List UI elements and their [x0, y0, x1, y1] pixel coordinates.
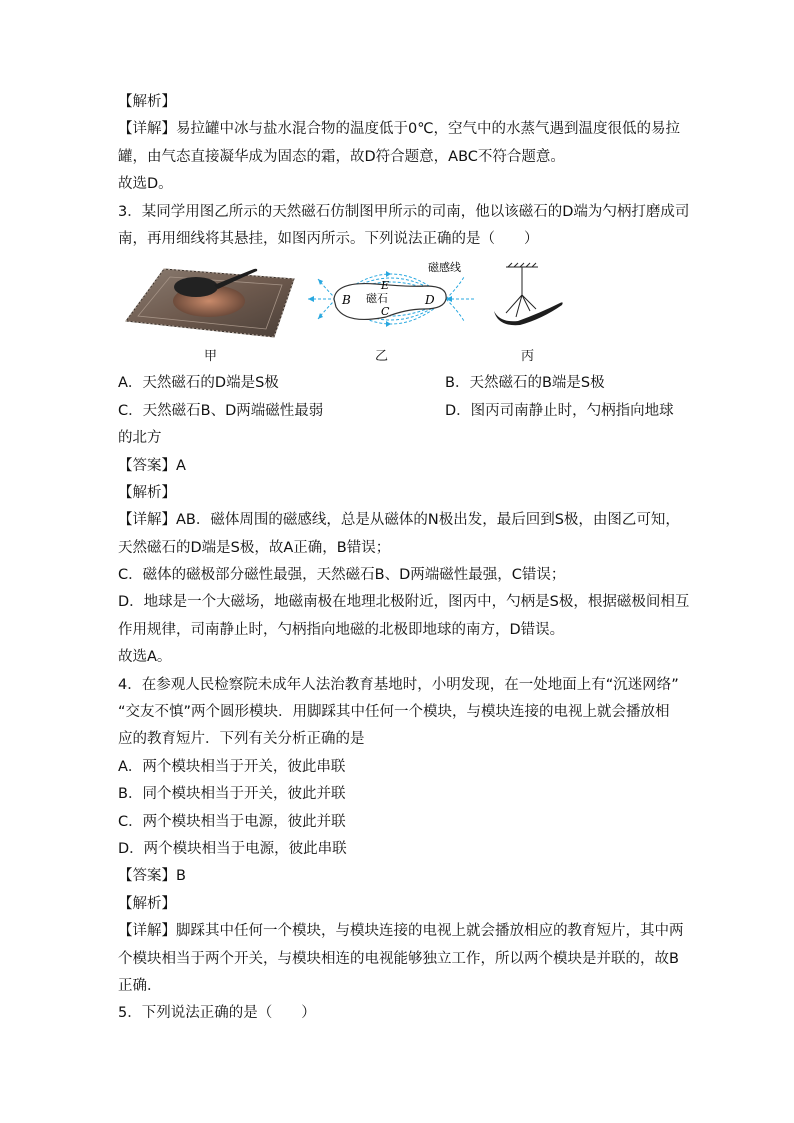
option-d: D．两个模块相当于电源，彼此串联 [118, 840, 347, 857]
detail-text: 个模块相当于两个开关，与模块相连的电视能够独立工作，所以两个模块是并联的，故B [118, 950, 679, 967]
option-a: A．两个模块相当于开关，彼此串联 [118, 758, 346, 775]
conclusion-text: 故选D。 [118, 176, 173, 193]
option-d-continued: 的北方 [118, 430, 162, 447]
detail-text: 作用规律，司南静止时，勺柄指向地磁的北极即地球的南方，D错误。 [118, 621, 565, 638]
question-3-stem: 南，再用细线将其悬挂，如图丙所示。下列说法正确的是（ ） [118, 230, 539, 247]
options-row [118, 398, 680, 425]
question-4-stem: 应的教育短片．下列有关分析正确的是 [118, 731, 365, 748]
magnet-label: 磁石 [366, 292, 388, 306]
conclusion-text: 故选A。 [118, 649, 172, 666]
option-d: D．图丙司南静止时，勺柄指向地球 [445, 402, 674, 419]
option-c: C．两个模块相当于电源，彼此并联 [118, 813, 346, 830]
detail-text: 正确． [118, 977, 162, 994]
option-b: B．天然磁石的B端是S极 [445, 375, 605, 392]
option-c: C．天然磁石B、D两端磁性最弱 [118, 402, 324, 419]
detail-text: 罐，由气态直接凝华成为固态的霜，故D符合题意，ABC不符合题意。 [118, 148, 565, 165]
field-lines-label: 磁感线 [428, 261, 461, 275]
detail-text: 【详解】脚踩其中任何一个模块，与模块连接的电视上就会播放相应的教育短片，其中两 [118, 923, 684, 940]
suspended-sinan-image [490, 261, 566, 335]
detail-text: 【详解】AB．磁体周围的磁感线，总是从磁体的N极出发，最后回到S极，由图乙可知， [118, 512, 680, 529]
point-b-label: B [342, 293, 351, 308]
point-c-label: C [381, 305, 390, 319]
answer-text: 【答案】B [118, 868, 186, 885]
compass-sinan-image [124, 261, 296, 343]
figure-label-jia: 甲 [204, 349, 218, 365]
detail-text: D．地球是一个大磁场，地磁南极在地理北极附近，图丙中，勺柄是S极，根据磁极间相互 [118, 594, 690, 611]
question-3-stem: 3．某同学用图乙所示的天然磁石仿制图甲所示的司南，他以该磁石的D端为勺柄打磨成司 [118, 203, 690, 220]
question-3-figure [118, 253, 680, 370]
option-b: B．同个模块相当于开关，彼此并联 [118, 786, 346, 803]
answer-text: 【答案】A [118, 457, 186, 474]
question-5-stem: 5．下列说法正确的是（ ） [118, 1005, 316, 1022]
question-4-stem: “交友不慎”两个圆形模块．用脚踩其中任何一个模块，与模块连接的电视上就会播放相 [118, 704, 670, 721]
question-4-stem: 4．在参观人民检察院未成年人法治教育基地时，小明发现，在一处地面上有“沉迷网络” [118, 676, 679, 693]
option-a: A．天然磁石的D端是S极 [118, 375, 279, 392]
detail-text: 【详解】易拉罐中冰与盐水混合物的温度低于0℃，空气中的水蒸气遇到温度很低的易拉 [118, 121, 681, 138]
analysis-heading: 【解析】 [118, 484, 176, 501]
analysis-heading: 【解析】 [118, 895, 176, 912]
figure-label-yi: 乙 [375, 349, 389, 365]
magnetite-field-diagram [306, 259, 476, 341]
detail-text: C．磁体的磁极部分磁性最强，天然磁石B、D两端磁性最强，C错误； [118, 567, 566, 584]
analysis-heading: 【解析】 [118, 94, 176, 110]
detail-text: 天然磁石的D端是S极，故A正确，B错误； [118, 539, 391, 556]
figure-label-bing: 丙 [521, 349, 535, 365]
point-e-label: E [381, 279, 390, 293]
document-page [118, 89, 690, 1028]
point-d-label: D [425, 293, 435, 308]
options-row [118, 370, 680, 397]
